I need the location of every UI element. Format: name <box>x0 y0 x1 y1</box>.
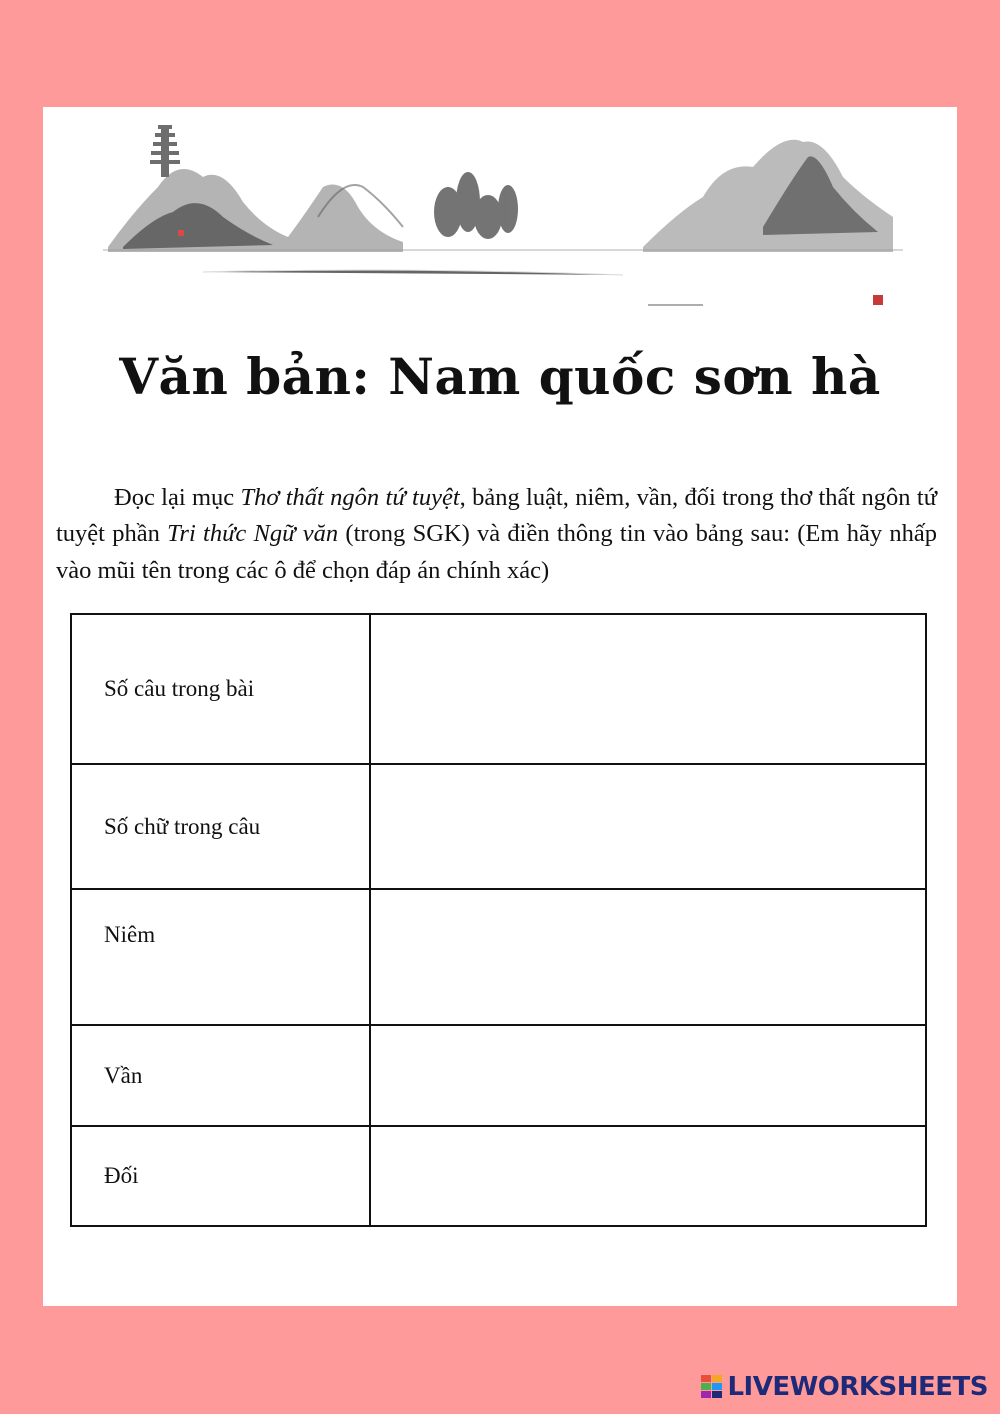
row-label: Đối <box>71 1126 370 1226</box>
answer-dropdown-cell[interactable] <box>370 764 926 889</box>
answer-dropdown-cell[interactable] <box>370 1025 926 1126</box>
worksheet-title: Văn bản: Nam quốc sơn hà <box>119 347 881 406</box>
liveworksheets-logo-icon <box>701 1375 723 1399</box>
worksheet-page <box>43 107 957 1306</box>
answer-table <box>70 613 927 1227</box>
instruction-text-2: , bảng luật, niêm, vần, đối trong thơ thất ngôn tứ tuyệt phần <box>56 483 937 547</box>
answer-dropdown-cell[interactable] <box>370 1126 926 1226</box>
row-label: Niêm <box>71 889 370 1025</box>
instruction-italic-2: Tri thức Ngữ văn <box>167 520 339 547</box>
row-label: Vần <box>71 1025 370 1126</box>
instruction-italic-1: Thơ thất ngôn tứ tuyệt <box>240 483 460 511</box>
row-label: Số chữ trong câu <box>71 764 370 889</box>
answer-dropdown-cell[interactable] <box>370 889 926 1025</box>
ink-landscape-illustration <box>103 117 903 312</box>
instruction-text-3: (trong SGK) và điền thông tin vào bảng sau: (Em hãy nhấp vào mũi tên trong các ô để chọn đáp án chính xác) <box>56 520 937 584</box>
table-row <box>71 764 926 889</box>
row-label: Số câu trong bài <box>71 614 370 764</box>
instruction-text-1: Đọc lại mục <box>114 483 241 511</box>
answer-dropdown-cell[interactable] <box>370 614 926 764</box>
table-row <box>71 1126 926 1226</box>
table-row <box>71 889 926 1025</box>
liveworksheets-brand-text: LIVEWORKSHEETS <box>727 1372 988 1402</box>
table-row <box>71 1025 926 1126</box>
instruction-paragraph <box>56 480 937 590</box>
liveworksheets-logo[interactable] <box>701 1372 988 1402</box>
table-row <box>71 614 926 764</box>
